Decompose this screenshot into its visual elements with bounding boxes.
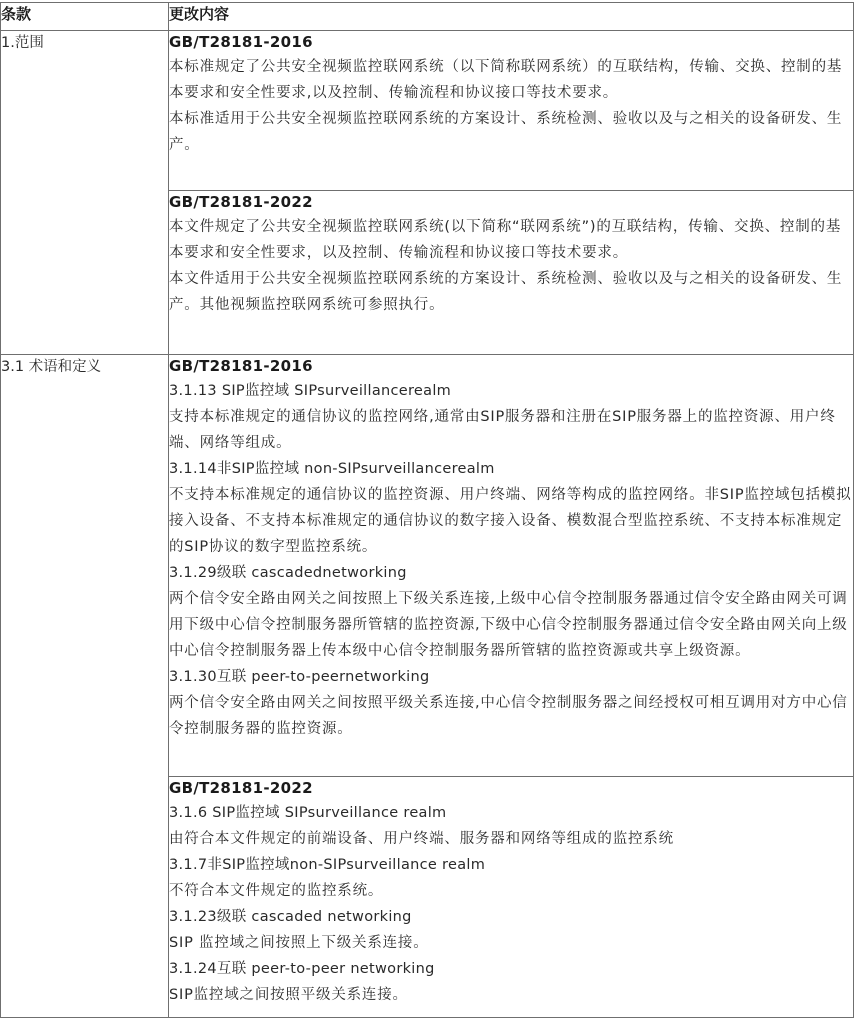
term-heading: 3.1.14非SIP监控域 non-SIPsurveillancerealm — [169, 461, 495, 477]
content-line: 本文件适用于公共安全视频监控联网系统的方案设计、系统检测、验收以及与之相关的设备研发、生产。其他视频监控联网系统可参照执行。 — [169, 271, 843, 313]
term-definition: 不支持本标准规定的通信协议的监控资源、用户终端、网络等构成的监控网络。非SIP监控域包括模拟接入设备、不支持本标准规定的通信协议的数字接入设备、模数混合型监控系统、不支持本标准规定的SIP协议的数字型监控系统。 — [169, 487, 852, 555]
content-line: 本标准适用于公共安全视频监控联网系统的方案设计、系统检测、验收以及与之相关的设备研发、生产。 — [169, 111, 843, 153]
comparison-table-container — [0, 2, 857, 1018]
term-definition: SIP 监控域之间按照上下级关系连接。 — [169, 935, 429, 951]
content-cell-scope-2016 — [169, 31, 854, 191]
term-heading: 3.1.13 SIP监控域 SIPsurveillancerealm — [169, 383, 452, 399]
term-heading: 3.1.6 SIP监控域 SIPsurveillance realm — [169, 805, 447, 821]
term-definition: 支持本标准规定的通信协议的监控网络,通常由SIP服务器和注册在SIP服务器上的监控资源、用户终端、网络等组成。 — [169, 409, 836, 451]
content-cell-terms-2022 — [169, 777, 854, 1018]
term-heading: 3.1.29级联 cascadednetworking — [169, 565, 407, 581]
content-cell-terms-2016 — [169, 355, 854, 777]
version-title: GB/T28181-2022 — [169, 193, 313, 211]
term-definition: 由符合本文件规定的前端设备、用户终端、服务器和网络等组成的监控系统 — [169, 831, 674, 847]
content-line: 本标准规定了公共安全视频监控联网系统（以下简称联网系统）的互联结构，传输、交换、控制的基本要求和安全性要求,以及控制、传输流程和协议接口等技术要求。 — [169, 59, 843, 101]
term-heading: 3.1.23级联 cascaded networking — [169, 909, 412, 925]
clause-cell-scope: 1.范围 — [1, 31, 169, 355]
term-heading: 3.1.24互联 peer-to-peer networking — [169, 961, 435, 977]
table-header-row — [1, 3, 854, 31]
clause-cell-terms: 3.1 术语和定义 — [1, 355, 169, 1018]
content-cell-scope-2022 — [169, 191, 854, 355]
comparison-table — [0, 2, 854, 1018]
term-heading: 3.1.7非SIP监控域non-SIPsurveillance realm — [169, 857, 486, 873]
term-definition: 不符合本文件规定的监控系统。 — [169, 883, 384, 899]
content-line: 本文件规定了公共安全视频监控联网系统(以下简称“联网系统”)的互联结构，传输、交换、控制的基本要求和安全性要求，以及控制、传输流程和协议接口等技术要求。 — [169, 219, 842, 261]
header-clause: 条款 — [1, 3, 169, 31]
table-row — [1, 355, 854, 777]
term-definition: SIP监控域之间按照平级关系连接。 — [169, 987, 408, 1003]
header-change-content: 更改内容 — [169, 3, 854, 31]
version-title: GB/T28181-2022 — [169, 779, 313, 797]
term-heading: 3.1.30互联 peer-to-peernetworking — [169, 669, 430, 685]
version-title: GB/T28181-2016 — [169, 357, 313, 375]
table-row — [1, 31, 854, 191]
term-definition: 两个信令安全路由网关之间按照平级关系连接,中心信令控制服务器之间经授权可相互调用对方中心信令控制服务器的监控资源。 — [169, 695, 848, 737]
version-title: GB/T28181-2016 — [169, 33, 313, 51]
term-definition: 两个信令安全路由网关之间按照上下级关系连接,上级中心信令控制服务器通过信令安全路由网关可调用下级中心信令控制服务器所管辖的监控资源,下级中心信令控制服务器通过信令安全路由网关向上级中心信令控制服务器上传本级中心信令控制服务器所管辖的监控资源或共享上级资源。 — [169, 591, 848, 659]
